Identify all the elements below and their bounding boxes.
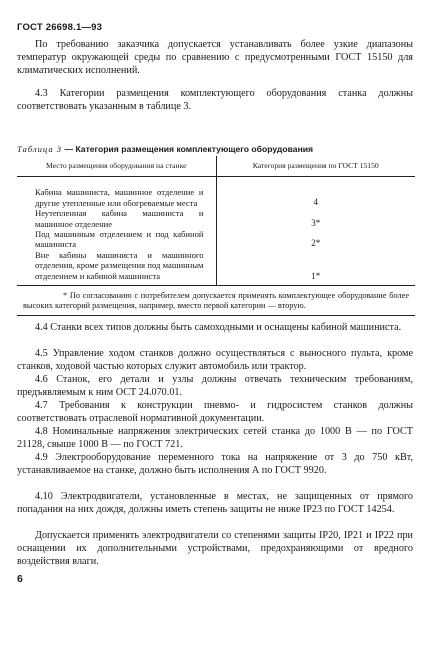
clause-4-7-paragraph: 4.7 Требования к конструкции пневмо- и гидросистем станков должны соответствовать отраслевой нормативной документации. bbox=[17, 400, 413, 424]
column-header-place: Место размещения оборудования на станке bbox=[17, 156, 216, 177]
table-row bbox=[17, 208, 415, 229]
table-number: Таблица 3 bbox=[17, 144, 63, 154]
cell-category: 3* bbox=[311, 217, 321, 228]
caption-dash: — bbox=[62, 144, 76, 154]
cell-place: Неутепленная кабина машиниста и машинное отделение bbox=[17, 208, 216, 229]
table-title: Категория размещения комплектующего оборудования bbox=[75, 144, 314, 154]
clause-4-9-paragraph: 4.9 Электрооборудование переменного тока на напряжение от 3 до 750 кВт, устанавливаемое на станке, должно быть исполнения А по ГОСТ 9920. bbox=[17, 452, 413, 476]
cell-category: 2* bbox=[311, 238, 321, 249]
table-row bbox=[17, 250, 415, 286]
cell-category: 1* bbox=[311, 270, 321, 281]
page-number: 6 bbox=[17, 573, 23, 585]
table-row bbox=[17, 177, 415, 208]
table-footnote: * По согласованию с потребителем допускается применять комплектующее оборудование более высоких категорий размещения, например, вместо первой категории — вторую. bbox=[17, 286, 415, 316]
clause-4-4-paragraph: 4.4 Станки всех типов должны быть самоходными и оснащены кабиной машиниста. bbox=[35, 322, 402, 333]
clause-4-6-paragraph: 4.6 Станок, его детали и узлы должны отвечать техническим требованиям, предъявляемым к ним ОСТ 24.070.01. bbox=[17, 374, 413, 398]
table-row bbox=[17, 229, 415, 250]
cell-place: Кабина машиниста, машинное отделение и другие утепленные или обогреваемые места bbox=[17, 177, 216, 208]
placement-category-table bbox=[17, 156, 415, 316]
clause-4-5-paragraph: 4.5 Управление ходом станков должно осуществляться с выносного пульта, кроме станков, ходовой частью которых служит автомобиль или трактор. bbox=[17, 348, 413, 372]
clause-4-8-paragraph: 4.8 Номинальные напряжения электрических сетей станка до 1000 В — по ГОСТ 21128, свыше 1000 В — по ГОСТ 721. bbox=[17, 426, 413, 450]
clause-4-10-paragraph: 4.10 Электродвигатели, установленные в местах, не защищенных от прямого попадания на них дождя, должны иметь степень защиты не ниже IP23 по ГОСТ 14254. bbox=[17, 491, 413, 515]
clause-4-3-paragraph: 4.3 Категории размещения комплектующего оборудования станка должны соответствовать указанным в таблице 3. bbox=[17, 88, 413, 112]
intro-paragraph-temperature: По требованию заказчика допускается устанавливать более узкие диапазоны температур окружающей среды по сравнению с предусмотренными ГОСТ 15150 для климатических исполнений. bbox=[17, 39, 413, 76]
ip-protection-paragraph: Допускается применять электродвигатели со степенями защиты IP20, IP21 и IP22 при оснащении их дополнительными устройствами, предохраняющими от вредного воздействия влаги. bbox=[17, 530, 413, 567]
table-footnote-row bbox=[17, 286, 415, 316]
table-caption bbox=[17, 144, 417, 154]
cell-place: Вне кабины машиниста и машинного отделения, кроме размещения под машинным отделением и кабиной машиниста bbox=[17, 250, 216, 286]
cell-place: Под машинным отделением и под кабиной машиниста bbox=[17, 229, 216, 250]
cell-category: 4 bbox=[313, 196, 318, 207]
document-code-header: ГОСТ 26698.1—93 bbox=[17, 22, 103, 33]
column-header-category: Категория размещения по ГОСТ 15150 bbox=[216, 156, 415, 177]
